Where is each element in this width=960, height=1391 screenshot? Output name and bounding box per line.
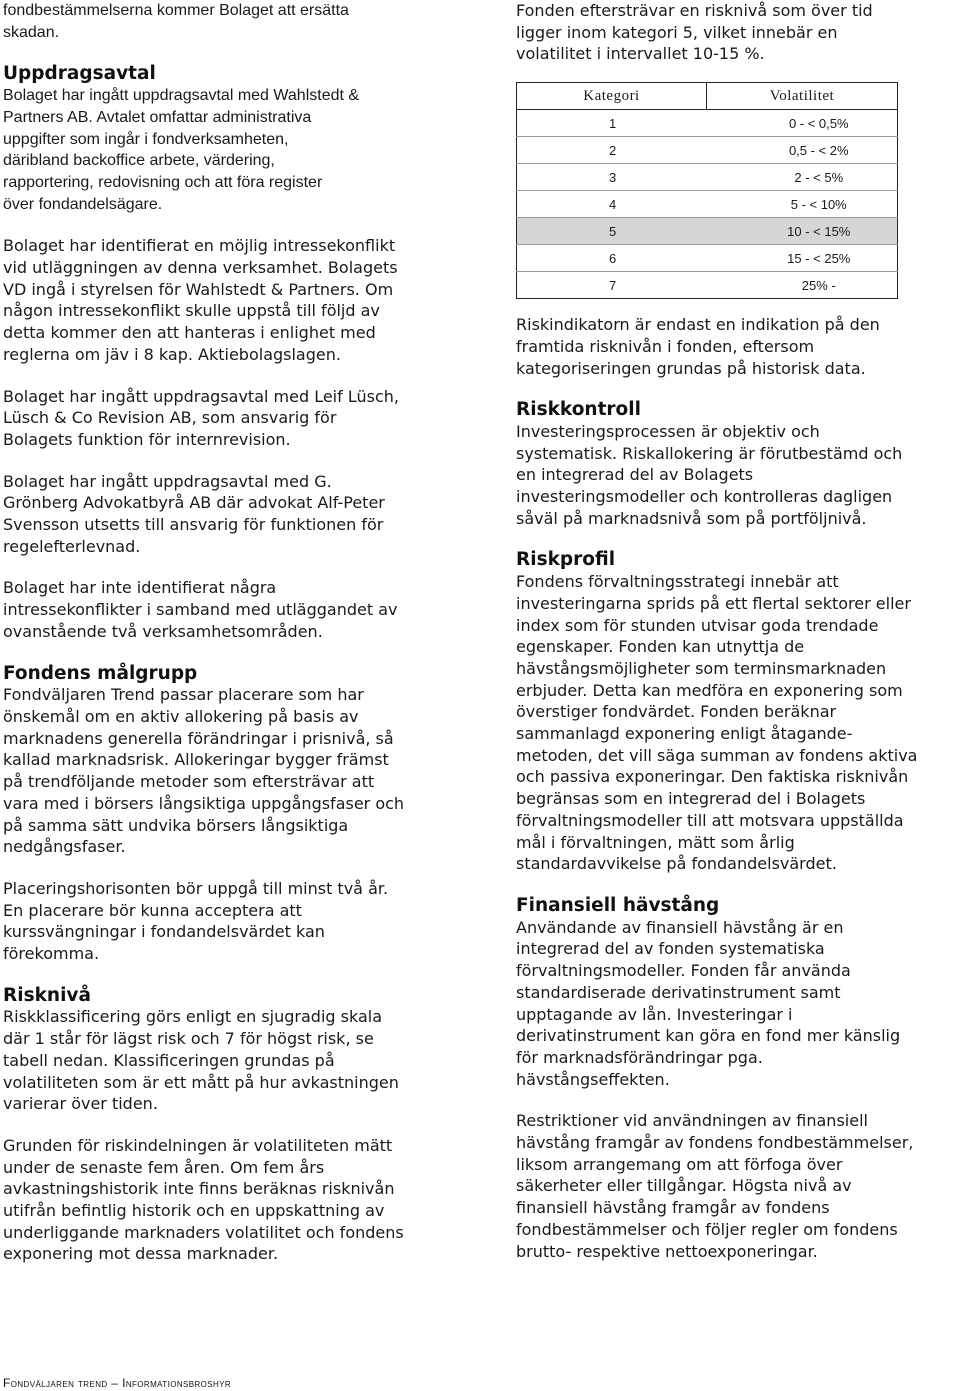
- grunden-paragraph: Grunden för riskindelningen är volatiliteten mätt under de senaste fem åren. Om fem års avkastningshistorik inte finns beräknas risknivån utifrån befintlig historik och en uppskattning av underliggande marknaders volatilitet och fondens exponering mot dessa marknader.: [3, 1135, 404, 1264]
- lusch-paragraph: Bolaget har ingått uppdragsavtal med Leif Lüsch, Lüsch & Co Revision AB, som ansvarig för Bolagets funktion för internrevision.: [3, 386, 399, 449]
- restriktioner-paragraph: Restriktioner vid användningen av finansiell hävstång framgår av fondens fondbestämmelser, liksom arrangemang om att förfoga över säkerheter eller tillgångar. Högsta nivå av finansiell hävstång framgår av fondens fondbestämmelser och följer regler om fondens brutto- respektive nettoexponeringar.: [516, 1111, 914, 1261]
- table-cell-kategori: 1: [517, 110, 707, 137]
- havstang-paragraph: Användande av finansiell hävstång är en integrerad del av fonden systematiska förvaltningsmodeller. Fonden får använda standardiserade derivatinstrument samt upptagande av lån. Investeringar i derivatinstrument kan göra en fond mer känslig för marknadsförändringar pga. hävstångseffekten.: [516, 917, 901, 1089]
- table-row: [517, 272, 898, 299]
- table-cell-volatilitet: 10 - < 15%: [707, 218, 898, 245]
- table-cell-kategori: 7: [517, 272, 707, 299]
- riskprofil-paragraph: Fondens förvaltningsstrategi innebär att investeringarna sprids på ett flertal sektorer eller index som för stunden utvisar goda trendade egenskaper. Fonden kan utnyttja de hävstångsmöjligheter som terminsmarknaden erbjuder. Detta kan medföra en exponering som överstiger fondvärdet. Fonden beräknar sammanlagd exponering enligt åtagande- metoden, det vill säga summan av fondens aktiva och passiva exponeringar. Den faktiska risknivån begränsas som en integrerad del i Bolagets förvaltningsmodeller till att motsvara uppställda mål i förvaltningen, mätt som årlig standardavvikelse på fondandelsvärdet.: [516, 572, 918, 874]
- gronberg-paragraph: Bolaget har ingått uppdragsavtal med G. Grönberg Advokatbyrå AB där advokat Alf-Peter Svensson utsetts till ansvarig för funktionen för regelefterlevnad.: [3, 471, 385, 556]
- riskkontroll-heading: Riskkontroll: [516, 399, 641, 421]
- riskniva-heading: Risknivå: [3, 984, 91, 1006]
- riskniva-paragraph: Riskklassificering görs enligt en sjugradig skala där 1 står för lägst risk och 7 för högst risk, se tabell nedan. Klassificeringen grundas på volatiliteten som är ett mått på hur avkastningen varierar över tiden.: [3, 1007, 399, 1114]
- intressekonflikt-paragraph: Bolaget har identifierat en möjlig intressekonflikt vid utläggningen av denna verksamhet. Bolagets VD ingå i styrelsen för Wahlstedt & Partners. Om någon intressekonflikt skulle uppstå till följd av detta kommer den att hanteras i enlighet med reglerna om jäv i 8 kap. Aktiebolagslagen.: [3, 236, 398, 364]
- table-row-highlighted: [517, 218, 898, 245]
- table-row: [517, 110, 898, 137]
- table-cell-volatilitet: 0,5 - < 2%: [707, 137, 898, 164]
- eftersträvar-paragraph: Fonden eftersträvar en risknivå som över tid ligger inom kategori 5, vilket innebär en volatilitet i intervallet 10-15 %.: [516, 1, 873, 64]
- inte-identifierat-paragraph: Bolaget har inte identifierat några intressekonflikter i samband med utläggandet av ovanstående två verksamhetsområden.: [3, 578, 398, 641]
- left-column: [3, 0, 473, 1265]
- table-row: [517, 245, 898, 272]
- table-cell-volatilitet: 5 - < 10%: [707, 191, 898, 218]
- placeringshorisont-paragraph: Placeringshorisonten bör uppgå till minst två år. En placerare bör kunna acceptera att kurssvängningar i fondandelsvärdet kan förekomma.: [3, 878, 389, 964]
- table-header-volatilitet: Volatilitet: [707, 83, 898, 110]
- uppdragsavtal-paragraph: Bolaget har ingått uppdragsavtal med Wahlstedt & Partners AB. Avtalet omfattar administrativa uppgifter som ingår i fondverksamheten, däribland backoffice arbete, värdering, rapportering, redovisning och att föra register över fondandelsägare.: [3, 87, 360, 213]
- risk-category-table: [516, 82, 898, 299]
- table-header-kategori: Kategori: [517, 83, 707, 110]
- riskprofil-heading: Riskprofil: [516, 549, 616, 571]
- riskindikator-paragraph: Riskindikatorn är endast en indikation på den framtida risknivån i fonden, eftersom kategoriseringen grundas på historisk data.: [516, 315, 880, 378]
- table-cell-volatilitet: 25% -: [707, 272, 898, 299]
- table-cell-volatilitet: 15 - < 25%: [707, 245, 898, 272]
- table-cell-kategori: 5: [517, 218, 707, 245]
- table-row: [517, 137, 898, 164]
- havstang-heading: Finansiell hävstång: [516, 894, 720, 916]
- table-cell-kategori: 3: [517, 164, 707, 191]
- malgrupp-heading: Fondens målgrupp: [3, 662, 198, 684]
- table-cell-kategori: 2: [517, 137, 707, 164]
- table-row: [517, 191, 898, 218]
- table-cell-volatilitet: 0 - < 0,5%: [707, 110, 898, 137]
- table-header-row: [517, 83, 898, 110]
- riskkontroll-paragraph: Investeringsprocessen är objektiv och systematisk. Riskallokering är förutbestämd och en integrerad del av Bolagets investeringsmodeller och kontrolleras dagligen såväl på marknadsnivå som på portföljnivå.: [516, 421, 903, 528]
- right-column: [516, 0, 960, 1262]
- page-footer: Fondväljaren trend – Informationsbroshyr: [3, 1376, 232, 1390]
- table-cell-volatilitet: 2 - < 5%: [707, 164, 898, 191]
- uppdragsavtal-heading: Uppdragsavtal: [3, 63, 156, 85]
- table-cell-kategori: 6: [517, 245, 707, 272]
- table-cell-kategori: 4: [517, 191, 707, 218]
- table-row: [517, 164, 898, 191]
- malgrupp-paragraph: Fondväljaren Trend passar placerare som har önskemål om en aktiv allokering på basis av marknadens generella förändringar i prisnivå, så kallad marknadsrisk. Allokeringar bygger främst på trendföljande metoder som eftersträvar att vara med i börsers långsiktiga uppgångsfaser och på samma sätt undvika börsers långsiktiga nedgångsfaser.: [3, 685, 405, 857]
- intro-paragraph: fondbestämmelserna kommer Bolaget att ersätta skadan.: [3, 2, 349, 41]
